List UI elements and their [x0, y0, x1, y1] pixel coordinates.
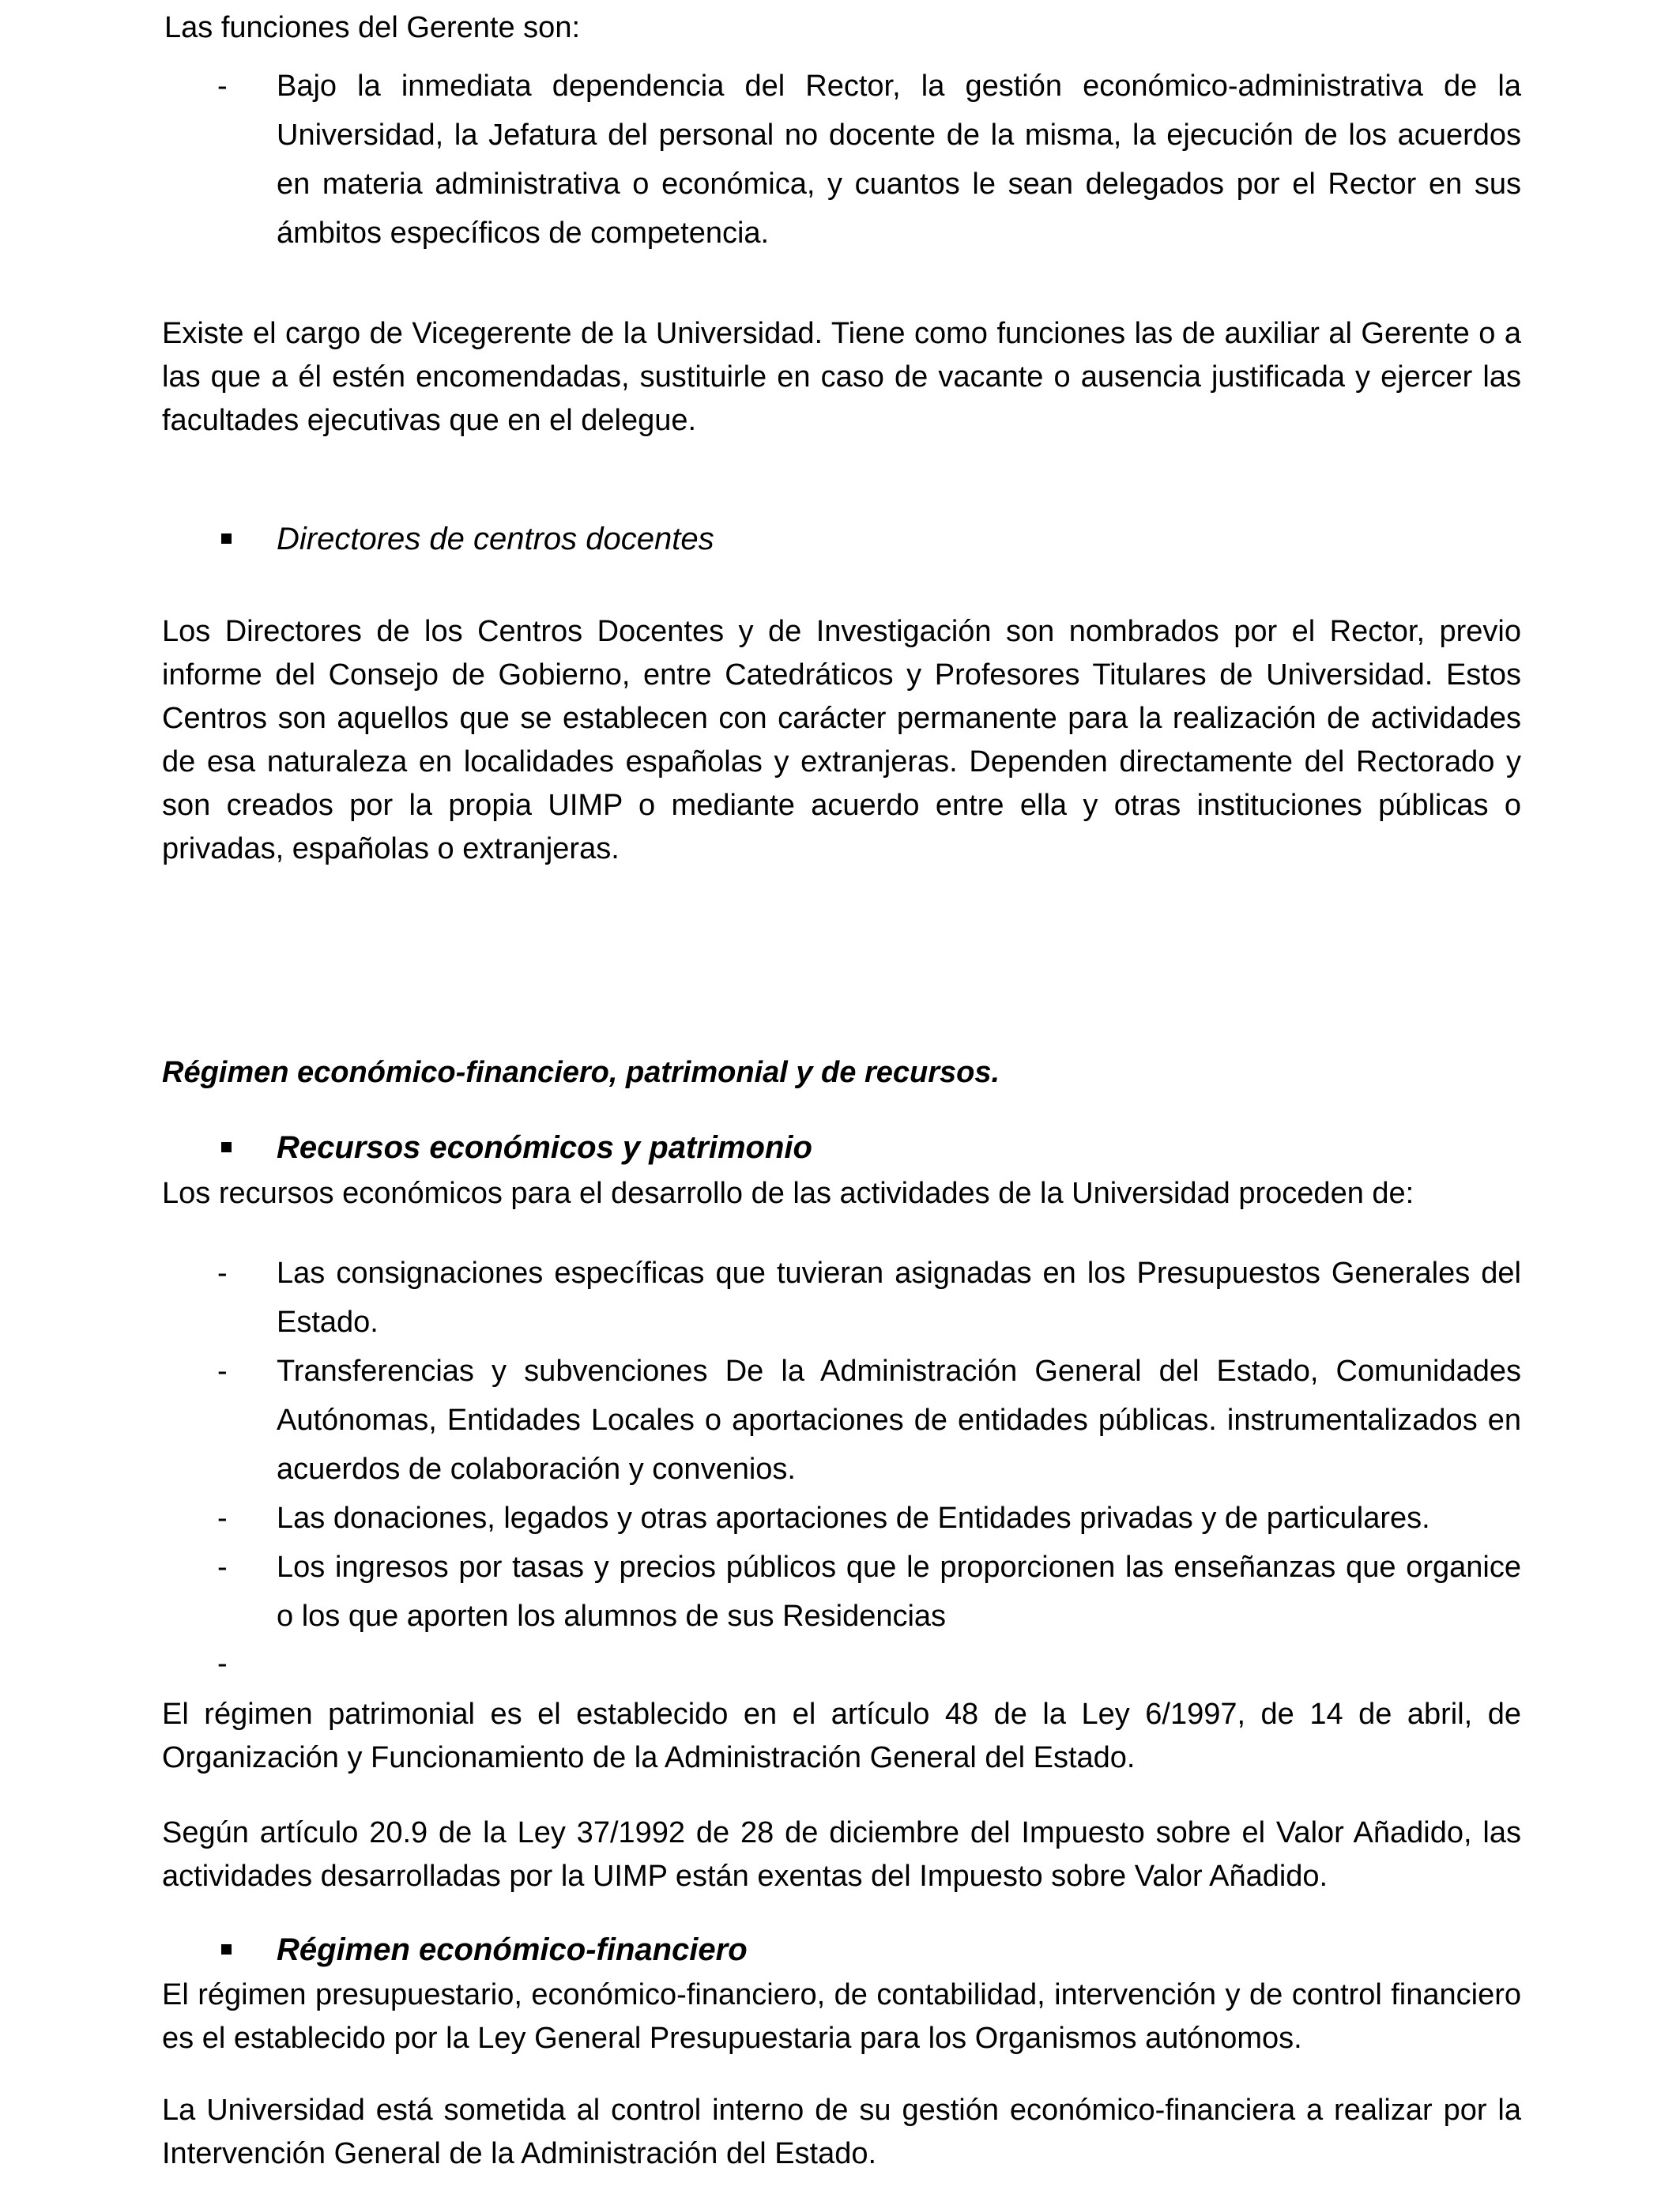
- recursos-item: [217, 1249, 1521, 1347]
- recursos-item: [217, 1347, 1521, 1494]
- recursos-item-text: Las consignaciones específicas que tuvieran asignadas en los Presupuestos Generales del Estado.: [277, 1257, 1521, 1339]
- dash-marker: -: [217, 1257, 228, 1290]
- economico-heading-label: Régimen económico-financiero: [277, 1932, 748, 1967]
- directores-heading-label: Directores de centros docentes: [277, 522, 714, 556]
- directores-paragraph: Los Directores de los Centros Docentes y de Investigación son nombrados por el Rector, previo informe del Consejo de Gobierno, entre Catedráticos y Profesores Titulares de Universidad. Estos Centros son aquellos que se establecen con carácter permanente para la realización de actividades de esa naturaleza en localidades españolas y extranjeras. Dependen directamente del Rectorado y son creados por la propia UIMP o mediante acuerdo entre ella y otras instituciones públicas o privadas, españolas o extranjeras.: [162, 615, 1521, 865]
- dash-marker: -: [217, 1502, 228, 1535]
- dash-marker: -: [217, 1355, 228, 1388]
- recursos-item-text: Las donaciones, legados y otras aportaciones de Entidades privadas y de particulares.: [277, 1502, 1430, 1535]
- recursos-item-text: Transferencias y subvenciones De la Administración General del Estado, Comunidades Autónomas, Entidades Locales o aportaciones de entidades públicas. instrumentalizados en acuerdos de colaboración y convenios.: [277, 1355, 1521, 1486]
- recursos-intro: Los recursos económicos para el desarrollo de las actividades de la Universidad proceden de:: [162, 1177, 1414, 1210]
- square-bullet-icon: [221, 1142, 232, 1152]
- gerente-item: [217, 62, 1521, 267]
- presupuestario-paragraph: El régimen presupuestario, económico-financiero, de contabilidad, intervención y de control financiero es el establecido por la Ley General Presupuestaria para los Organismos autónomos.: [162, 1978, 1521, 2055]
- control-paragraph: La Universidad está sometida al control interno de su gestión económico-financiera a realizar por la Intervención General de la Administración del Estado.: [162, 2094, 1521, 2170]
- section-title: Régimen económico-financiero, patrimonial y de recursos.: [162, 1056, 1000, 1089]
- dash-marker: -: [217, 70, 228, 103]
- square-bullet-icon: [221, 1944, 232, 1955]
- patrimonial-paragraph: El régimen patrimonial es el establecido en el artículo 48 de la Ley 6/1997, de 14 de abril, de Organización y Funcionamiento de la Administración General del Estado.: [162, 1698, 1521, 1774]
- dash-marker: -: [217, 1551, 228, 1584]
- square-bullet-icon: [221, 533, 232, 544]
- recursos-item-text: Los ingresos por tasas y precios públicos que le proporcionen las enseñanzas que organice o los que aporten los alumnos de sus Residencias: [277, 1551, 1521, 1633]
- gerente-intro: Las funciones del Gerente son:: [164, 11, 581, 44]
- recursos-item: [217, 1543, 1521, 1641]
- recursos-item: [217, 1494, 1521, 1543]
- iva-paragraph: Según artículo 20.9 de la Ley 37/1992 de 28 de diciembre del Impuesto sobre el Valor Añadido, las actividades desarrolladas por la UIMP están exentas del Impuesto sobre Valor Añadido.: [162, 1816, 1521, 1893]
- empty-dash-marker: -: [217, 1647, 228, 1680]
- vicegerente-paragraph: Existe el cargo de Vicegerente de la Universidad. Tiene como funciones las de auxiliar al Gerente o a las que a él estén encomendadas, sustituirle en caso de vacante o ausencia justificada y ejercer las facultades ejecutivas que en el delegue.: [162, 317, 1521, 437]
- gerente-item-text: Bajo la inmediata dependencia del Rector, la gestión económico-administrativa de la Universidad, la Jefatura del personal no docente de la misma, la ejecución de los acuerdos en materia administrativa o económica, y cuantos le sean delegados por el Rector en sus ámbitos específicos de competencia.: [277, 70, 1521, 250]
- recursos-heading-label: Recursos económicos y patrimonio: [277, 1130, 812, 1165]
